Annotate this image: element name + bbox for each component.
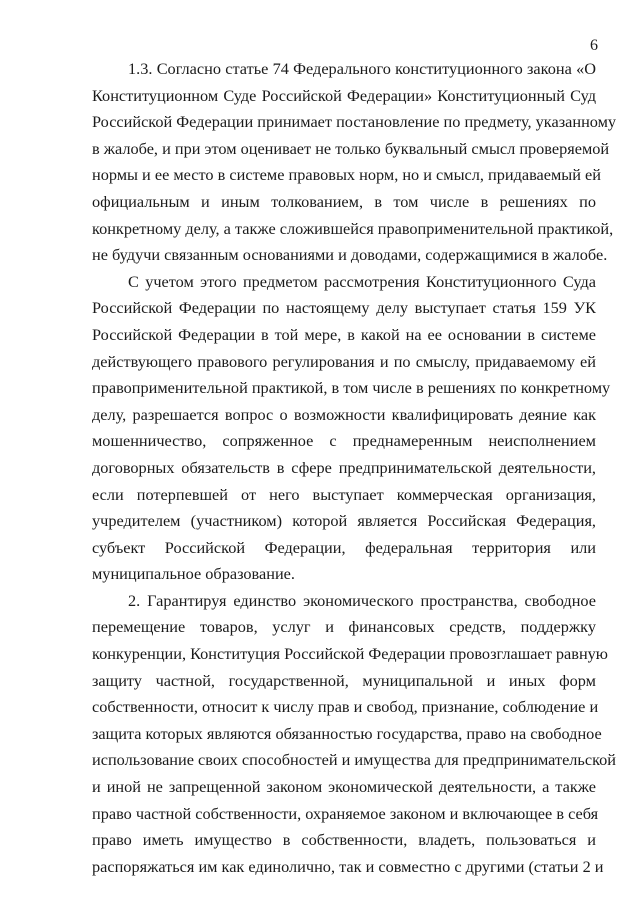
text-line: право частной собственности, охраняемое законом и включающее в себя	[92, 803, 599, 823]
text-line: в жалобе, и при этом оценивает не только буквальный смысл проверяемой	[92, 138, 610, 158]
text-line: использование своих способностей и имущества для предпринимательской	[92, 750, 617, 770]
text-line: нормы и ее место в системе правовых норм, но и смысл, придаваемый ей	[92, 165, 601, 185]
text-line: Конституционном Суде Российской Федерации» Конституционный Суд	[92, 85, 596, 105]
text-line: официальным и иным толкованием, в том числе в решениях по	[92, 191, 596, 211]
text-line: Российской Федерации в той мере, в какой на ее основании в системе	[92, 324, 596, 344]
text-line: С учетом этого предметом рассмотрения Конституционного Суда	[128, 271, 596, 291]
text-line: договорных обязательств в сфере предпринимательской деятельности,	[92, 457, 596, 477]
text-line: Российской Федерации принимает постановление по предмету, указанному	[92, 112, 617, 132]
text-line: защита которых являются обязанностью государства, право на свободное	[92, 723, 602, 743]
text-line: учредителем (участником) которой является Российская Федерация,	[92, 511, 596, 531]
text-line: правоприменительной практикой, в том числе в решениях по конкретному	[92, 378, 611, 398]
text-line: муниципальное образование.	[92, 564, 295, 584]
text-line: 2. Гарантируя единство экономического пространства, свободное	[128, 590, 596, 610]
text-line: 1.3. Согласно статье 74 Федерального конституционного закона «О	[128, 59, 596, 78]
page-number: 6	[590, 37, 598, 54]
text-line: субъект Российской Федерации, федеральная территория или	[92, 537, 596, 557]
text-line: Российской Федерации по настоящему делу выступает статья 159 УК	[92, 298, 596, 318]
text-line: конкретному делу, а также сложившейся правоприменительной практикой,	[92, 218, 614, 238]
text-line: делу, разрешается вопрос о возможности квалифицировать деяние как	[92, 404, 596, 424]
text-line: распоряжаться им как единолично, так и совместно с другими (статьи 2 и	[92, 856, 604, 876]
text-line: перемещение товаров, услуг и финансовых средств, поддержку	[92, 617, 596, 637]
text-line: собственности, относит к числу прав и свобод, признание, соблюдение и	[92, 697, 599, 717]
text-line: мошенничество, сопряженное с преднамеренным неисполнением	[92, 431, 596, 451]
text-line: конкуренции, Конституция Российской Федерации провозглашает равную	[92, 644, 608, 664]
text-line: если потерпевшей от него выступает коммерческая организация,	[92, 484, 596, 504]
text-line: защиту частной, государственной, муниципальной и иных форм	[92, 670, 596, 690]
text-line: и иной не запрещенной законом экономической деятельности, а также	[92, 777, 596, 797]
text-line: право иметь имущество в собственности, владеть, пользоваться и	[92, 830, 596, 850]
text-line: не будучи связанным основаниями и доводами, содержащимися в жалобе.	[92, 245, 608, 265]
text-line: действующего правового регулирования и по смыслу, придаваемому ей	[92, 351, 596, 371]
document-body	[92, 56, 617, 880]
